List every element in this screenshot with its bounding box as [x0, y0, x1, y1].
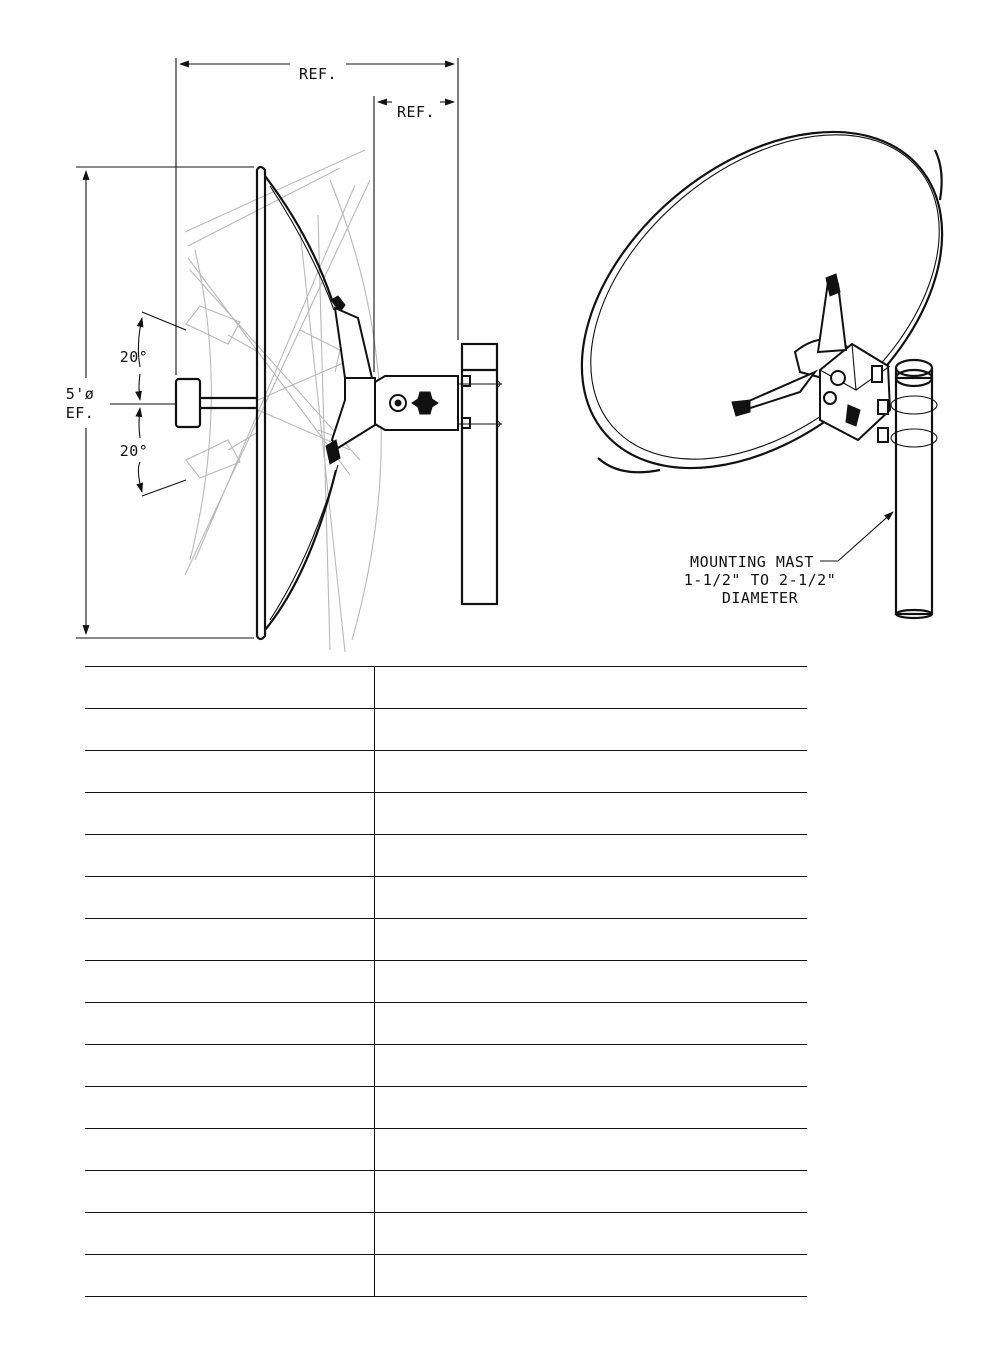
- spec-row: [85, 667, 807, 709]
- side-view: [66, 58, 502, 652]
- spec-row: [85, 1129, 807, 1171]
- spec-value-cell: [375, 667, 808, 709]
- spec-label-cell: [85, 1129, 375, 1171]
- dim-mount-ref: [374, 96, 454, 372]
- callout-line-1: MOUNTING MAST: [690, 553, 814, 571]
- spec-value-cell: [375, 1255, 808, 1297]
- spec-label-cell: [85, 1213, 375, 1255]
- spec-value-cell: [375, 1171, 808, 1213]
- dim-angles: [110, 312, 186, 496]
- spec-value-cell: [375, 835, 808, 877]
- spec-value-cell: [375, 1087, 808, 1129]
- spec-label-cell: [85, 1045, 375, 1087]
- spec-row: [85, 751, 807, 793]
- spec-row: [85, 919, 807, 961]
- spec-row: [85, 709, 807, 751]
- spec-row: [85, 1045, 807, 1087]
- spec-value-cell: [375, 1129, 808, 1171]
- spec-label-cell: [85, 919, 375, 961]
- spec-row: [85, 835, 807, 877]
- dim-diameter-label-1: 5'ø: [65, 385, 95, 403]
- spec-value-cell: [375, 1045, 808, 1087]
- spec-label-cell: [85, 1255, 375, 1297]
- mount-iso: [732, 274, 890, 442]
- spec-table: [85, 666, 807, 1297]
- spec-label-cell: [85, 877, 375, 919]
- spec-label-cell: [85, 793, 375, 835]
- dish-side-profile: [257, 167, 338, 639]
- spec-label-cell: [85, 667, 375, 709]
- spec-label-cell: [85, 961, 375, 1003]
- mount-bracket-side: [326, 296, 502, 464]
- dim-overall-ref-label: REF.: [298, 65, 338, 83]
- spec-value-cell: [375, 961, 808, 1003]
- callout-line-2: 1-1/2" TO 2-1/2": [683, 571, 837, 589]
- spec-row: [85, 877, 807, 919]
- spec-value-cell: [375, 793, 808, 835]
- spec-label-cell: [85, 1171, 375, 1213]
- spec-label-cell: [85, 1087, 375, 1129]
- spec-value-cell: [375, 709, 808, 751]
- dim-diameter-label-2: EF.: [65, 404, 95, 422]
- spec-value-cell: [375, 1213, 808, 1255]
- dim-diameter: [66, 167, 254, 638]
- spec-row: [85, 1087, 807, 1129]
- iso-view: [517, 64, 1006, 618]
- spec-value-cell: [375, 919, 808, 961]
- feed-horn: [176, 379, 256, 427]
- antenna-drawing: [0, 0, 1008, 666]
- spec-row: [85, 961, 807, 1003]
- spec-label-cell: [85, 751, 375, 793]
- spec-row: [85, 1213, 807, 1255]
- spec-label-cell: [85, 1003, 375, 1045]
- spec-label-cell: [85, 835, 375, 877]
- spec-row: [85, 793, 807, 835]
- callout-line-3: DIAMETER: [721, 589, 799, 607]
- mast-callout: [684, 512, 893, 607]
- angle-down-label: 20°: [119, 442, 149, 460]
- spec-value-cell: [375, 1003, 808, 1045]
- spec-row: [85, 1003, 807, 1045]
- spec-row: [85, 1255, 807, 1297]
- spec-value-cell: [375, 877, 808, 919]
- spec-table-body: [85, 667, 807, 1297]
- dim-mount-ref-label: REF.: [396, 103, 436, 121]
- spec-row: [85, 1171, 807, 1213]
- spec-value-cell: [375, 751, 808, 793]
- spec-label-cell: [85, 709, 375, 751]
- dish-iso: [517, 64, 1006, 536]
- angle-up-label: 20°: [119, 348, 149, 366]
- mast-iso: [891, 360, 937, 618]
